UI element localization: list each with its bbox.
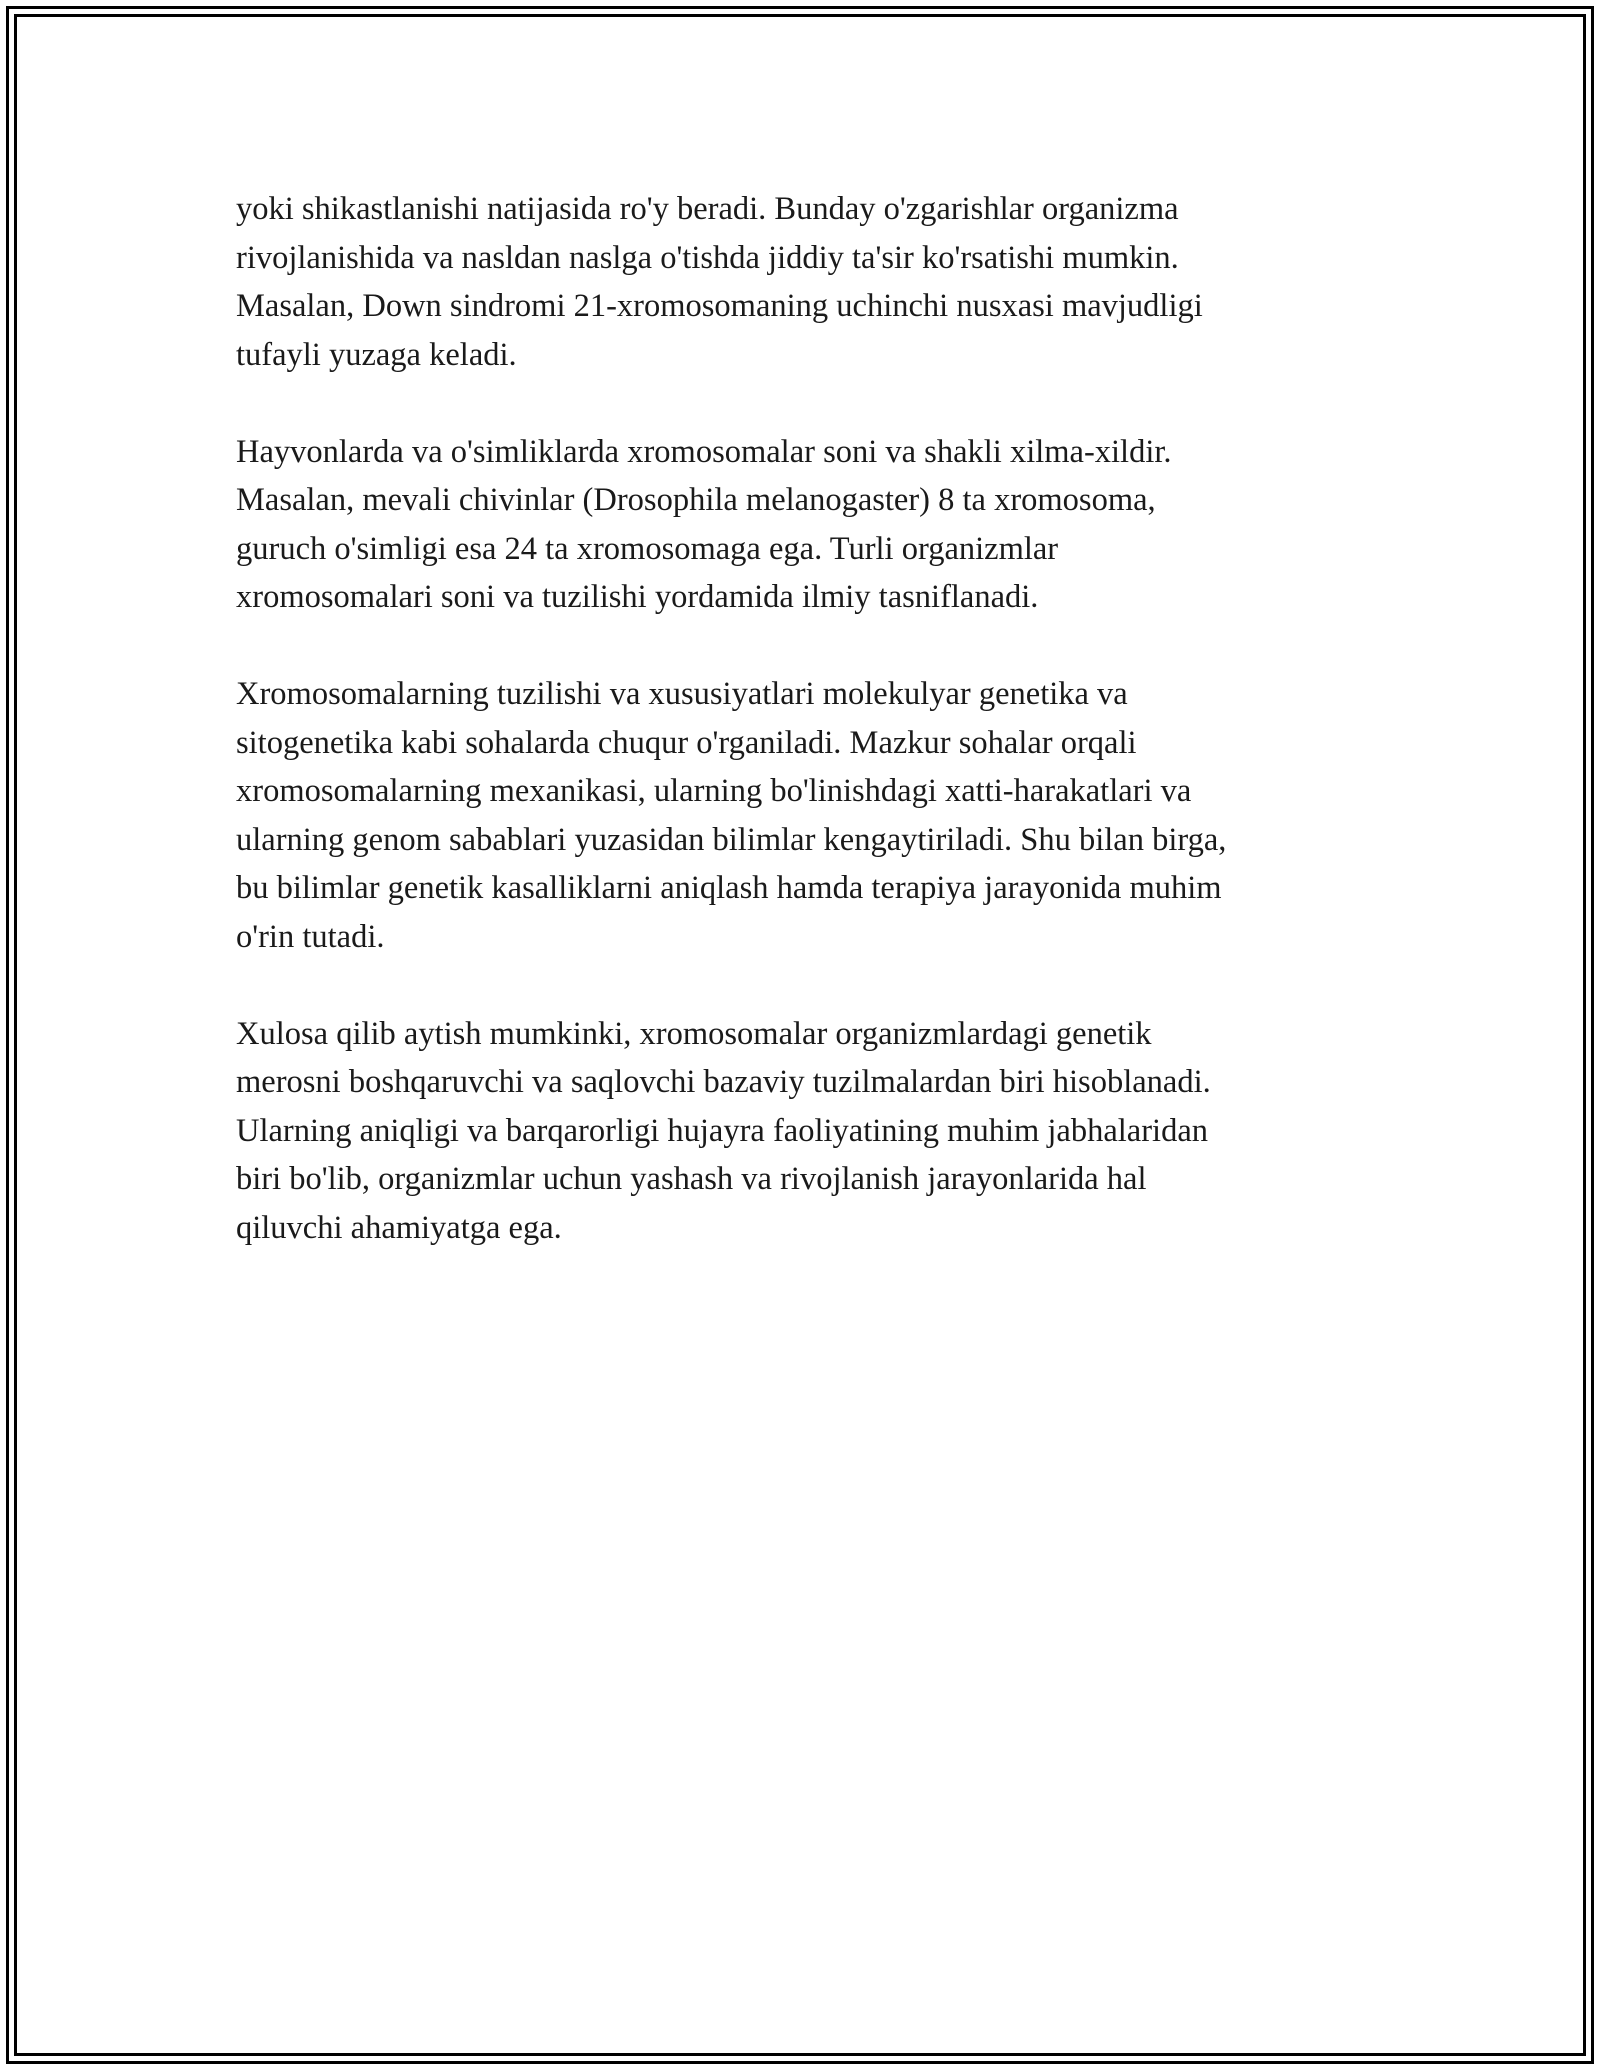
paragraph-1: yoki shikastlanishi natijasida ro'y beradi. Bunday o'zgarishlar organizma rivojlanishida va nasldan naslga o'tishda jiddiy ta'sir ko'rsatishi mumkin. Masalan, Down sindromi 21-xromosomaning uchinchi nusxasi mavjudligi tufayli yuzaga keladi.	[236, 191, 1203, 373]
paragraph-3: Xromosomalarning tuzilishi va xususiyatlari molekulyar genetika va sitogenetika kabi sohalarda chuqur o'rganiladi. Mazkur sohalar orqali xromosomalarning mexanikasi, ularning bo'linishdagi xatti-harakatlari va ularning genom sabablari yuzasidan bilimlar kengaytiriladi. Shu bilan birga, bu bilimlar genetik kasalliklarni aniqlash hamda terapiya jarayonida muhim o'rin tutadi.	[236, 676, 1227, 955]
paragraph-4: Xulosa qilib aytish mumkinki, xromosomalar organizmlardagi genetik merosni boshqaruvchi va saqlovchi bazaviy tuzilmalardan biri hisoblanadi. Ularning aniqligi va barqarorligi hujayra faoliyatining muhim jabhalaridan biri bo'lib, organizmlar uchun yashash va rivojlanish jarayonlarida hal qiluvchi ahamiyatga ega.	[236, 1015, 1211, 1246]
document-body	[236, 185, 1366, 1301]
paragraph-2: Hayvonlarda va o'simliklarda xromosomalar soni va shakli xilma-xildir. Masalan, mevali chivinlar (Drosophila melanogaster) 8 ta xromosoma, guruch o'simligi esa 24 ta xromosomaga ega. Turli organizmlar xromosomalari soni va tuzilishi yordamida ilmiy tasniflanadi.	[236, 433, 1172, 615]
